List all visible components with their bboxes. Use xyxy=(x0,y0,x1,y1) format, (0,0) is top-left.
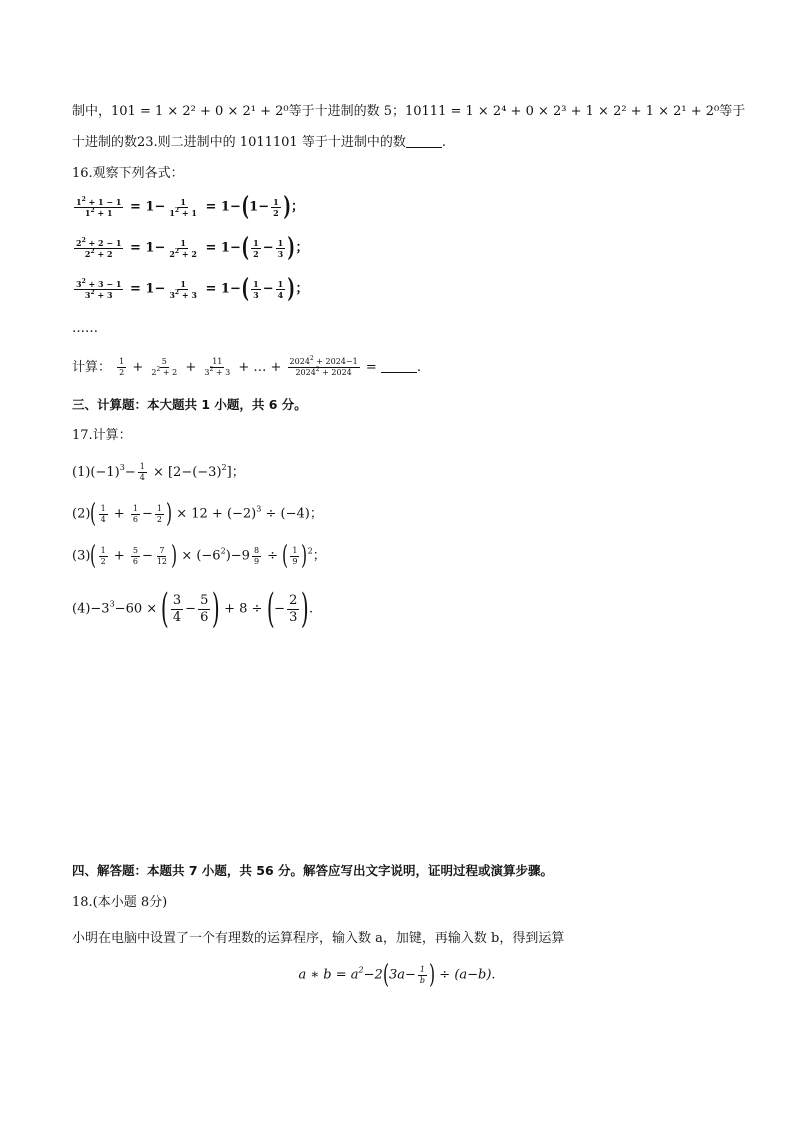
section-4-heading: 四、解答题：本题共 7 小题，共 56 分。解答应写出文字说明，证明过程或演算步骤。 xyxy=(72,863,554,878)
p15-line2: 十进制的数23.则二进制中的 1011101 等于十进制中的数 . xyxy=(72,135,446,150)
p16-eq1: $\frac{1^2 + 1 - 1}{1^2 + 1}$ = 1− $\frac{1}{1^2 + 1}$ = 1−(1− $\frac{1}{2}$ )； xyxy=(76,192,305,222)
p17-part1: $(1)(-1)^3-$ $\frac{1}{4}$ × $[2-(-3)^2]$； xyxy=(72,462,245,482)
p15-line1: 制中，101 = 1 × 2² + 0 × 2¹ + 2⁰等于十进制的数 5；10111 = 1 × 2⁴ + 0 × 2³ + 1 × 2² + 1 × 2¹ + 2⁰等于 xyxy=(72,104,746,119)
p18-text: 小明在电脑中设置了一个有理数的运算程序，输入数 a，加键，再输入数 b，得到运算 xyxy=(72,931,565,946)
p17-part2: (2)( $\frac{1}{4}$ + $\frac{1}{6}$ − $\frac{1}{2}$ ) × $12 + (-2)^3 \div (-4)$； xyxy=(72,499,323,529)
p16-title: 16.观察下列各式： xyxy=(72,166,184,181)
p17-part3: (3)( $\frac{1}{2}$ + $\frac{5}{6}$ − $\frac{7}{12}$ ) × $(-6^2)-9$ $\frac{8}{9}$ ÷ ( $\frac{1}{9}$ )$^2$； xyxy=(72,541,326,571)
p16-dots: …… xyxy=(72,321,98,336)
p17-title: 17.计算： xyxy=(72,428,132,443)
p16-eq2: $\frac{2^2 + 2 - 1}{2^2 + 2}$ = 1− $\frac{1}{2^2 + 2}$ = 1−( $\frac{1}{2}$ − $\frac{1}{3}$ )； xyxy=(76,233,309,263)
answer-blank xyxy=(406,135,442,148)
p17-part4: $(4)-3^3-60$ × ( $\frac{3}{4}$ − $\frac{5}{6}$ ) + 8 ÷ (− $\frac{2}{3}$ ). xyxy=(72,586,314,632)
section-3-heading: 三、计算题：本大题共 1 小题，共 6 分。 xyxy=(72,397,307,412)
p18-title: 18.(本小题 8分) xyxy=(72,895,168,910)
p18-formula: a ∗ $b = a^2-2(3a-$ $\frac{1}{b}$ ) ÷ (a−b). xyxy=(298,960,496,990)
p16-calc: 计算： $\frac{1}{2}$ + $\frac{5}{2^2 + 2}$ + $\frac{11}{3^2 + 3}$ + … + $\frac{2024^2 + 2024-1}{2024^2 + 2024}$ = . xyxy=(72,355,421,377)
p15-line2-text: 十进制的数23.则二进制中的 1011101 等于十进制中的数 xyxy=(72,135,406,150)
p16-eq3: $\frac{3^2 + 3 - 1}{3^2 + 3}$ = 1− $\frac{1}{3^2 + 3}$ = 1−( $\frac{1}{3}$ − $\frac{1}{4}$ )； xyxy=(76,274,309,304)
